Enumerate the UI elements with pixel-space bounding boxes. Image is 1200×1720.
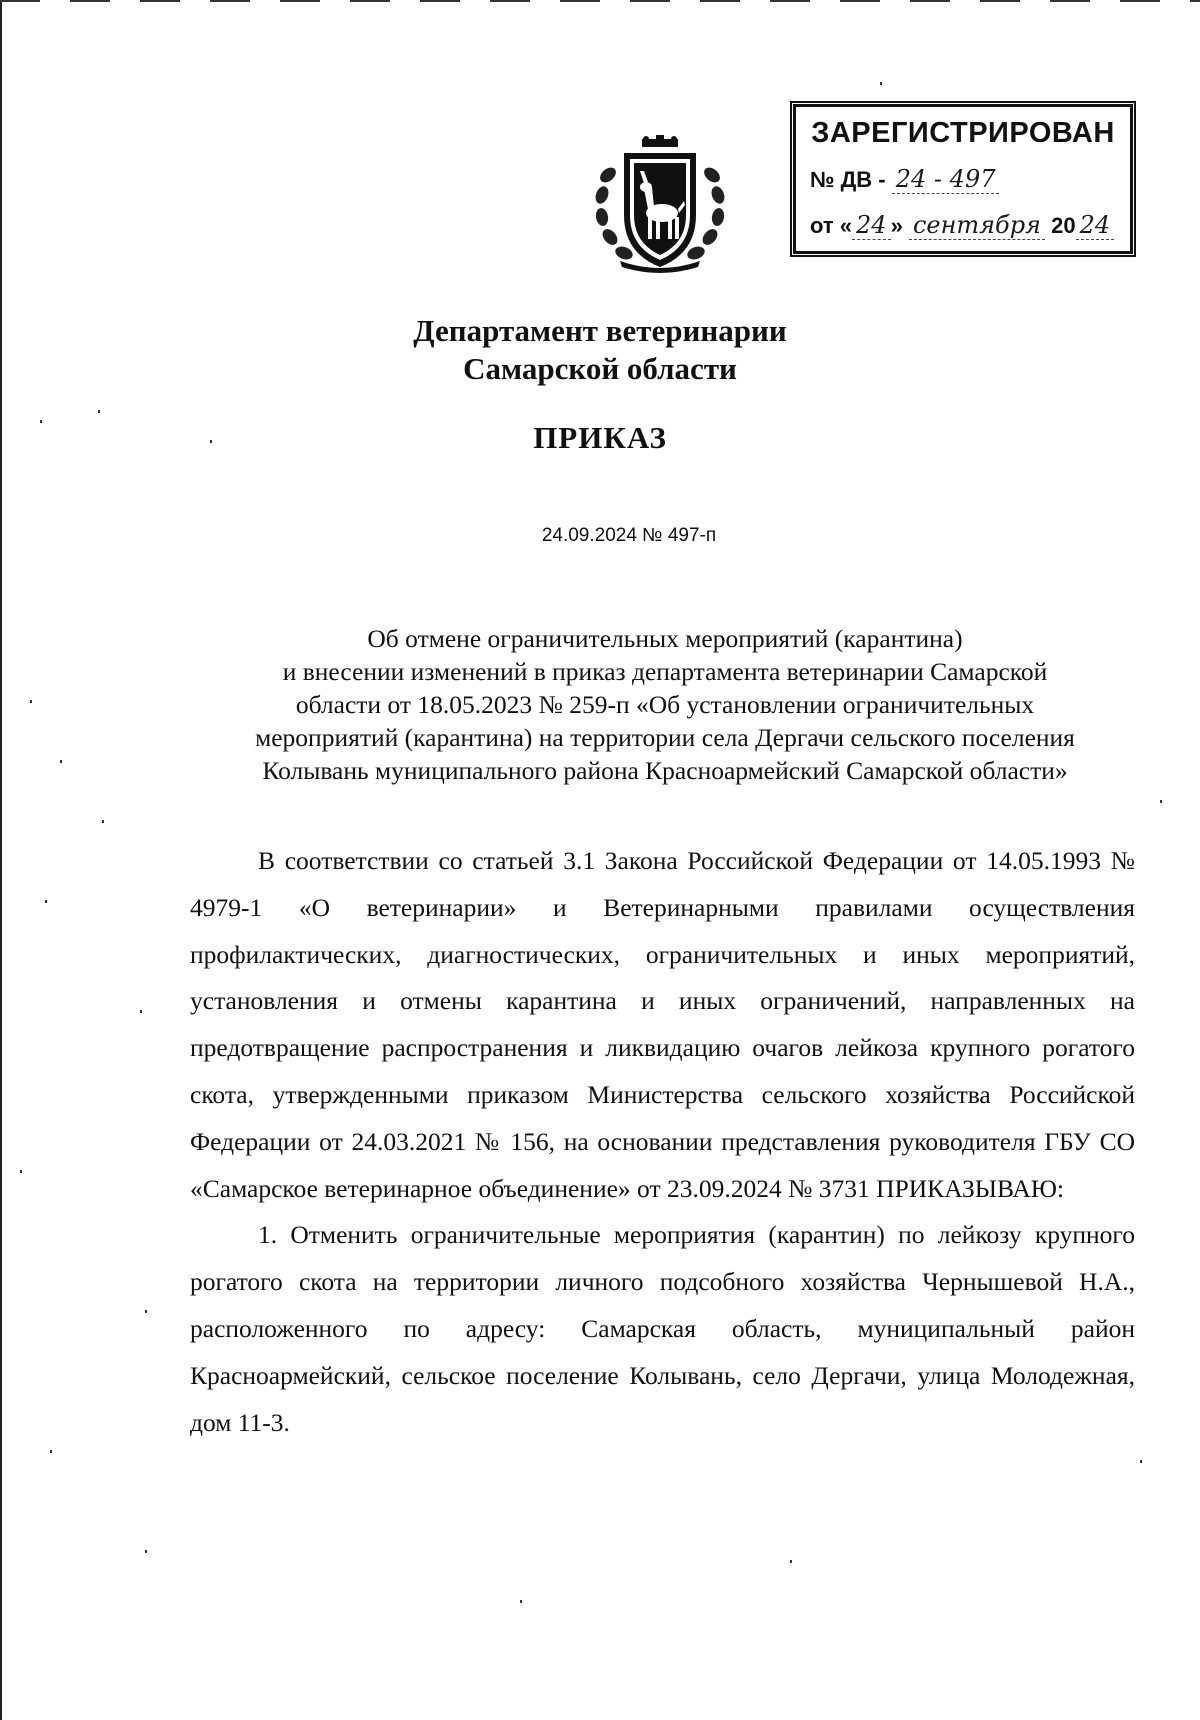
order-number: 24.09.2024 № 497-п — [541, 525, 717, 546]
preamble-paragraph: В соответствии со статьей 3.1 Закона Российской Федерации от 14.05.1993 № 4979-1 «О ветеринарии» и Ветеринарными правилами осуществления профилактических, диагностических, ограничительных и иных мероприятий, установления и отмены карантина и иных ограничений, направленных на предотвращение распространения и ликвидацию очагов лейкоза крупного рогатого скота, утвержденными приказом Министерства сельского хозяйства Российской Федерации от 24.03.2021 № 156, на основании представления руководителя ГБУ СО «Самарское ветеринарное объединение» от 23.09.2024 № 3731 ПРИКАЗЫВАЮ: — [190, 846, 1135, 1203]
department-line-2: Самарской области — [463, 351, 737, 386]
stamp-date-day: 24 — [852, 211, 891, 240]
subject-line-5: Колывань муниципального района Красноармейский Самарской области» — [262, 756, 1068, 785]
subject-line-1: Об отмене ограничительных мероприятий (карантина) — [367, 624, 963, 653]
stamp-date-year-prefix: 20 — [1051, 213, 1076, 238]
stamp-number-prefix: № ДВ - — [810, 167, 886, 192]
subject-line-3: области от 18.05.2023 № 259-п «Об установлении ограничительных — [295, 690, 1035, 719]
stamp-date-year-suffix: 24 — [1076, 211, 1115, 240]
stamp-date-prefix: от « — [810, 213, 853, 238]
department-line-1: Департамент ветеринарии — [413, 313, 787, 348]
stamp-number-line — [810, 165, 999, 193]
subject-line-4: мероприятий (карантина) на территории села Дергачи сельского поселения — [255, 723, 1075, 752]
order-subject — [190, 622, 1140, 787]
samara-coat-of-arms-emblem — [590, 135, 730, 275]
order-body — [190, 838, 1135, 1446]
subject-line-2: и внесении изменений в приказ департамента ветеринарии Самарской — [282, 657, 1048, 686]
document-type-title: ПРИКАЗ — [533, 420, 667, 455]
department-heading — [0, 312, 1200, 388]
stamp-date-month: сентября — [909, 211, 1045, 240]
registration-stamp — [793, 104, 1133, 254]
stamp-date-mid: » — [890, 213, 903, 238]
item-1-paragraph: 1. Отменить ограничительные мероприятия (карантин) по лейкозу крупного рогатого скота на территории личного подсобного хозяйства Чернышевой Н.А., расположенного по адресу: Самарская область, муниципальный район Красноармейский, сельское поселение Колывань, село Дергачи, улица Молодежная, дом 11-3. — [190, 1220, 1135, 1437]
scan-edge — [0, 0, 2, 1720]
stamp-date-line — [810, 211, 1114, 239]
scan-edge-top — [0, 0, 1200, 2]
stamp-title: ЗАРЕГИСТРИРОВАН — [811, 117, 1115, 149]
stamp-number-handwritten: 24 - 497 — [892, 165, 1000, 194]
